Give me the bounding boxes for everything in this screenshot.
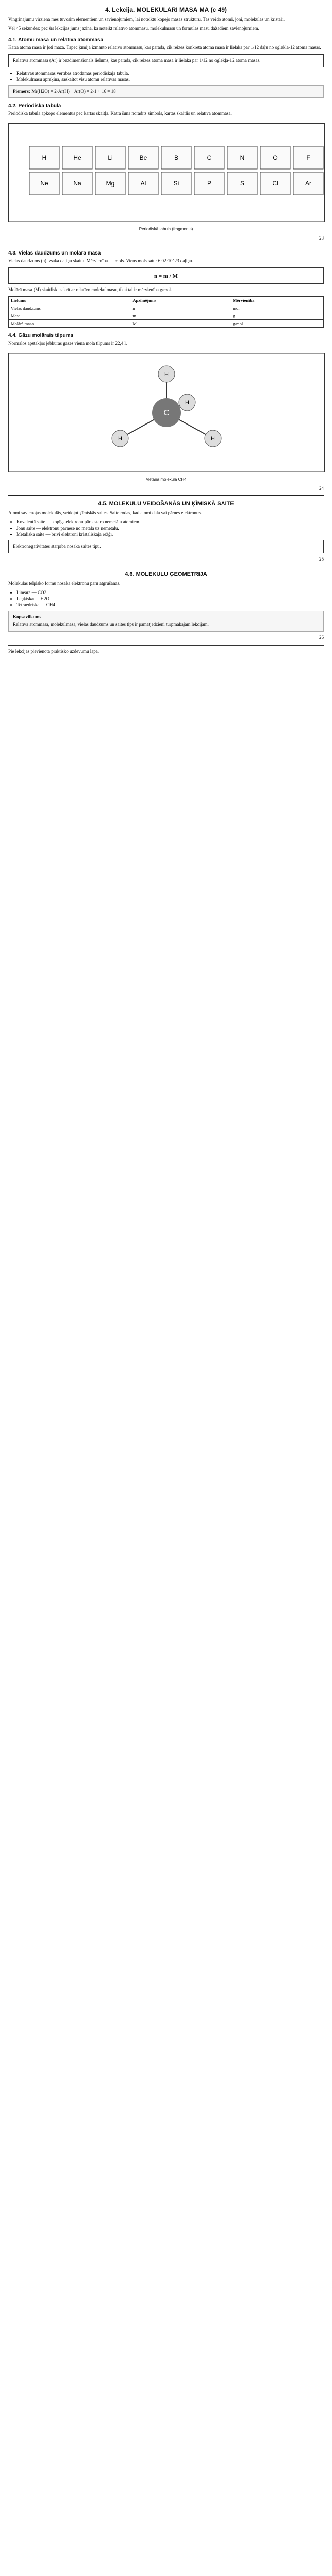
summary-text: Relatīvā atommasa, molekulmasa, vielas daudzums un saites tips ir pamatjēdzieni turpmākajām lekcijām. [13,622,209,628]
geometry-item: • Tetraedriska — CH4 [16,602,324,607]
element-cell [29,172,59,195]
summary-title: Kopsavilkums [13,614,42,619]
element-symbol: H [42,154,47,162]
table-cell: n [130,304,230,312]
table-cell: m [130,312,230,320]
table-cell: g/mol [230,320,324,328]
methane-figure [8,353,325,472]
element-cell [29,146,59,169]
section-4-1-title: 4.1. Atomu masa un relatīvā atommasa [8,37,104,43]
table-header-cell: Lielums [9,297,130,304]
element-symbol: Ne [40,180,48,188]
intro-paragraph-1: Vingrinājumu virzienā mēs tuvosim elementiem un savienojumiem, lai noteiktu kopējo masas struktūru. Tās veido atomi, joni, molekulas un kristāli. [8,16,285,22]
page-number-2: 24 [319,485,324,491]
page-number-3: 25 [319,556,324,562]
element-symbol: Li [108,154,113,162]
definition-text: Relatīvā atommasa (Ar) ir bezdimensionāls lielums, kas parāda, cik reizes atoma masa ir lielāka par 1/12 no oglekļa-12 atoma masas. [13,57,261,63]
periodic-table-figure [8,123,325,222]
hydrogen-label: H [118,435,122,442]
geometry-list [8,590,324,607]
hydrogen-label: H [211,435,215,442]
formula-box [8,267,324,284]
element-symbol: N [240,154,245,162]
element-cell [128,172,158,195]
element-cell [161,146,191,169]
element-symbol: S [240,180,245,188]
periodic-table-caption: Periodiskā tabula (fragments) [139,227,193,232]
element-cell [194,146,224,169]
element-symbol: Al [140,180,146,188]
bond-type-item: • Jonu saite — elektronu pārnese no metāla uz nemetālu. [16,526,324,531]
summary-box [8,611,324,632]
section-4-6-paragraph: Molekulas telpisko formu nosaka elektronu pāru atgrūšanās. [8,580,121,586]
table-cell: mol [230,304,324,312]
element-symbol: Na [73,180,81,188]
page-number-4: 26 [319,635,324,640]
table-cell: g [230,312,324,320]
section-4-1-paragraph: Katra atoma masa ir ļoti maza. Tāpēc ķīmijā izmanto relatīvo atommasu, kas parāda, cik reizes konkrētā atoma masa ir lielāka par 1/12 daļu no oglekļa-12 atoma masas. [8,44,321,50]
methane-caption: Metāna molekula CH4 [145,477,187,482]
element-cell [128,146,158,169]
element-symbol: O [273,154,278,162]
table-header-cell: Mērvienība [230,297,324,304]
element-cell [62,172,92,195]
geometry-item: • Lineāra — CO2 [16,590,324,595]
element-cell [227,146,257,169]
example-label: Piemērs: [13,88,30,94]
element-symbol: C [207,154,212,162]
intro-paragraph-2: Vēl 45 sekundes: pēc šīs lekcijas jums jāzina, kā noteikt relatīvo atommasu, molekulmasu un formulas masu dažādiem savienojumiem. [8,25,259,31]
section-4-2-paragraph: Periodiskā tabula apkopo elementus pēc kārtas skaitļa. Katrā šūnā norādīts simbols, kārtas skaitlis un relatīvā atommasa. [8,111,232,116]
bond-types-list [8,519,324,537]
element-cell [227,172,257,195]
element-cell [293,172,323,195]
table-row [9,304,324,312]
example-box [8,85,324,98]
table-cell: Molārā masa [9,320,130,328]
element-symbol: P [207,180,212,188]
definition-box [8,54,324,67]
element-cell [260,172,290,195]
geometry-item: • Leņķiska — H2O [16,596,324,601]
document-page [0,0,332,669]
element-cell [161,172,191,195]
element-symbol: F [306,154,310,162]
element-cell [95,146,125,169]
element-cell [293,146,323,169]
section-4-2-title: 4.2. Periodiskā tabula [8,103,61,109]
table-cell: M [130,320,230,328]
bond-note-text: Elektronegativitātes starpība nosaka saites tipu. [13,543,101,549]
element-symbol: Si [173,180,179,188]
section-4-6-heading: 4.6. MOLEKULU ĢEOMETRIJA [125,571,207,578]
table-row [9,312,324,320]
element-symbol: Cl [272,180,278,188]
bullet-b: • Molekulmasu aprēķina, saskaitot visu atomu relatīvās masas. [16,77,324,82]
section-4-4-title: 4.4. Gāzu molārais tilpums [8,333,74,338]
bond-note-box [8,540,324,553]
element-cell [194,172,224,195]
hydrogen-label: H [164,371,169,378]
bond-type-item: • Kovalentā saite — kopīgs elektronu pāris starp nemetālu atomiem. [16,519,324,524]
page-divider-2 [8,495,324,496]
table-cell: Vielas daudzums [9,304,130,312]
element-cell [95,172,125,195]
element-symbol: Ar [305,180,311,188]
bullet-list [8,71,324,82]
quantities-table [8,296,324,328]
element-symbol: B [174,154,179,162]
table-header-cell: Apzīmējums [130,297,230,304]
section-4-3-paragraph-1: Vielas daudzums (n) izsaka daļiņu skaitu. Mērvienība — mols. Viens mols satur 6,02·10^23 daļiņu. [8,258,193,264]
section-4-4-paragraph: Normālos apstākļos jebkuras gāzes viena mola tilpums ir 22,4 l. [8,341,127,346]
bond-type-item: • Metāliskā saite — brīvi elektroni kristāliskajā režģī. [16,532,324,537]
page-number-1: 23 [319,235,324,241]
example-text: Mr(H2O) = 2·Ar(H) + Ar(O) = 2·1 + 16 = 18 [31,88,116,94]
element-cell [62,146,92,169]
section-4-5-paragraph: Atomi savienojas molekulās, veidojot ķīmiskās saites. Saite rodas, kad atomi dala vai pārnes elektronus. [8,510,202,515]
formula-text: n = m / M [154,273,178,280]
lesson-title: 4. Lekcija. MOLEKULĀRI MASĀ MĀ (c 49) [105,6,227,13]
table-row [9,320,324,328]
table-cell: Masa [9,312,130,320]
carbon-label: C [163,408,170,417]
hydrogen-label: H [185,399,189,406]
element-cell [260,146,290,169]
section-4-3-title: 4.3. Vielas daudzums un molārā masa [8,250,101,257]
section-4-5-heading: 4.5. MOLEKULU VEIDOŠANĀS UN ĶĪMISKĀ SAITE [98,500,234,507]
element-symbol: Mg [106,180,115,188]
section-4-3-paragraph-2: Molārā masa (M) skaitliski sakrīt ar relatīvo molekulmasu, tikai tai ir mērvienība g/mol. [8,287,172,293]
bullet-a: • Relatīvās atommasas vērtības atrodamas periodiskajā tabulā. [16,71,324,76]
footer-note: Pie lekcijas pievienota praktisko uzdevumu lapa. [8,645,324,654]
element-symbol: Be [139,154,147,162]
element-symbol: He [73,154,81,162]
